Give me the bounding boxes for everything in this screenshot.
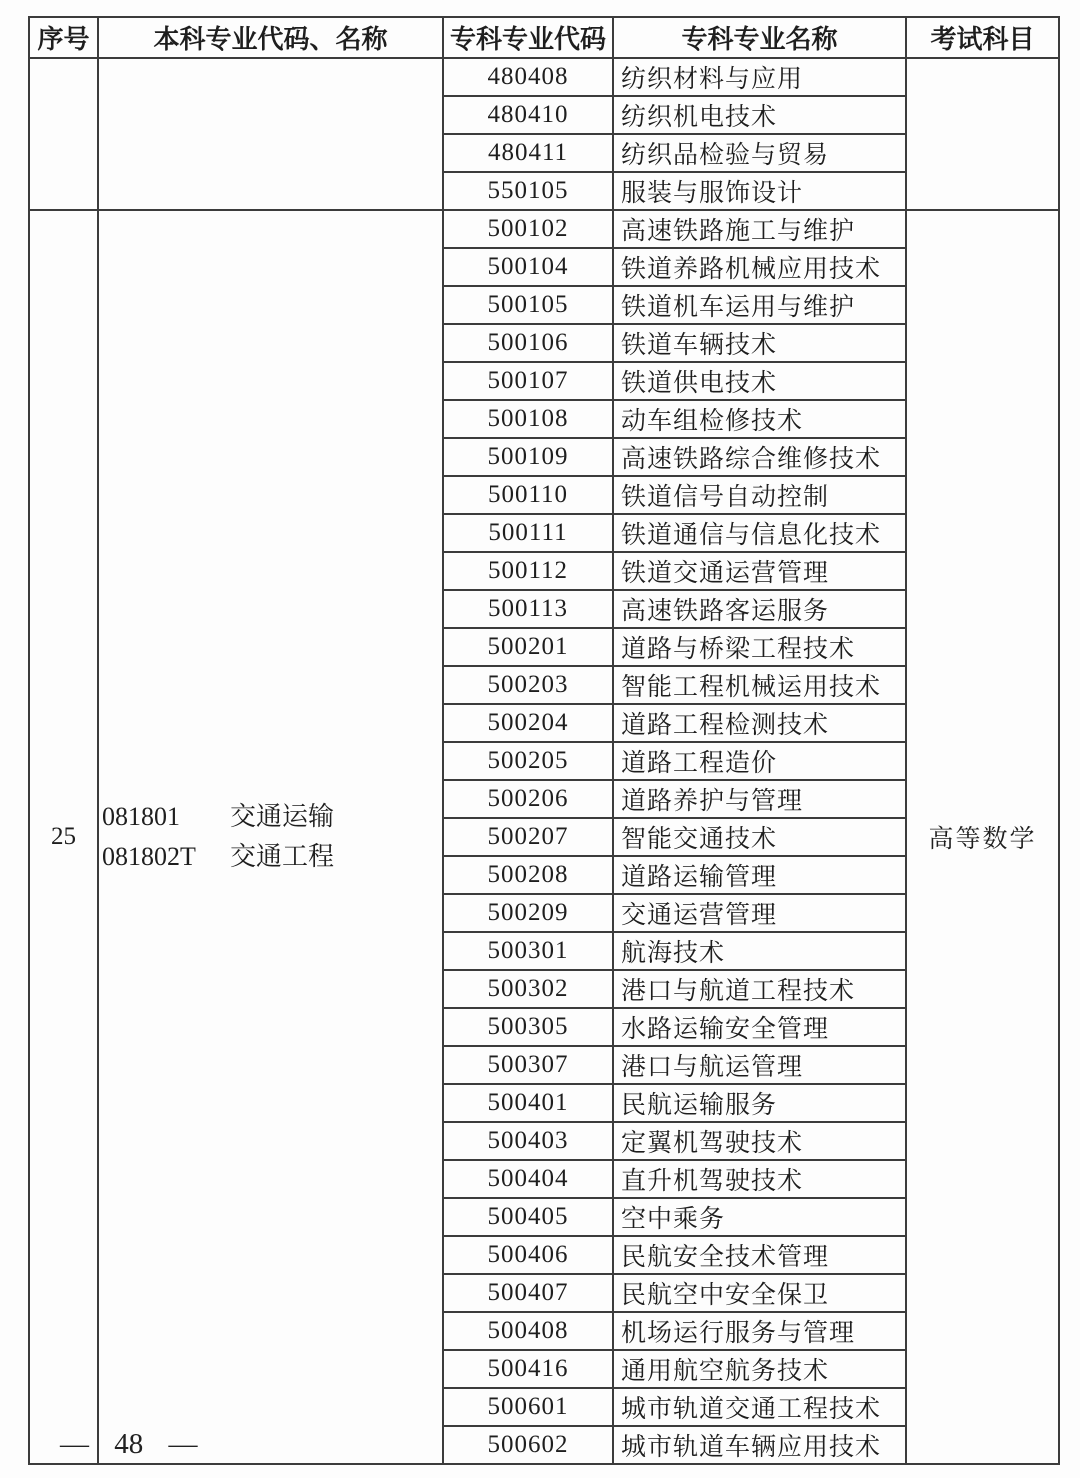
vocational-code-cell: 480410 (443, 96, 613, 134)
vocational-name-cell: 交通运营管理 (613, 894, 906, 932)
vocational-name-cell: 道路与桥梁工程技术 (613, 628, 906, 666)
vocational-name-cell: 水路运输安全管理 (613, 1008, 906, 1046)
column-header-voc-code: 专科专业代码 (443, 17, 613, 58)
vocational-name-cell: 铁道车辆技术 (613, 324, 906, 362)
vocational-name-cell: 服装与服饰设计 (613, 172, 906, 210)
vocational-name-cell: 港口与航运管理 (613, 1046, 906, 1084)
vocational-code-cell: 500206 (443, 780, 613, 818)
vocational-name-cell: 道路运输管理 (613, 856, 906, 894)
vocational-code-cell: 500403 (443, 1122, 613, 1160)
vocational-code-cell: 500112 (443, 552, 613, 590)
exam-subject-cell: 高等数学 (906, 210, 1059, 1464)
vocational-name-cell: 航海技术 (613, 932, 906, 970)
vocational-code-cell: 500404 (443, 1160, 613, 1198)
vocational-name-cell: 纺织材料与应用 (613, 58, 906, 96)
header-row (29, 17, 1059, 58)
undergrad-major-name: 交通运输 (230, 802, 335, 831)
vocational-name-cell: 智能交通技术 (613, 818, 906, 856)
vocational-name-cell: 城市轨道交通工程技术 (613, 1388, 906, 1426)
vocational-code-cell: 500106 (443, 324, 613, 362)
undergrad-major-name: 交通工程 (230, 842, 335, 871)
undergrad-major-code: 081802T (102, 842, 196, 871)
vocational-code-cell: 500102 (443, 210, 613, 248)
undergrad-major-cell (98, 58, 443, 210)
column-header-undergrad: 本科专业代码、名称 (98, 17, 443, 58)
vocational-code-cell: 500208 (443, 856, 613, 894)
table-header (29, 17, 1059, 58)
vocational-code-cell: 500104 (443, 248, 613, 286)
vocational-name-cell: 智能工程机械运用技术 (613, 666, 906, 704)
vocational-name-cell: 民航空中安全保卫 (613, 1274, 906, 1312)
vocational-code-cell: 500406 (443, 1236, 613, 1274)
vocational-code-cell: 480411 (443, 134, 613, 172)
vocational-name-cell: 高速铁路客运服务 (613, 590, 906, 628)
page-number: — 48 — (60, 1428, 198, 1460)
vocational-code-cell: 500203 (443, 666, 613, 704)
table-row (29, 210, 1059, 248)
vocational-code-cell: 500405 (443, 1198, 613, 1236)
vocational-name-cell: 纺织机电技术 (613, 96, 906, 134)
vocational-code-cell: 500204 (443, 704, 613, 742)
vocational-code-cell: 500407 (443, 1274, 613, 1312)
vocational-name-cell: 民航运输服务 (613, 1084, 906, 1122)
vocational-name-cell: 铁道交通运营管理 (613, 552, 906, 590)
vocational-name-cell: 铁道通信与信息化技术 (613, 514, 906, 552)
vocational-code-cell: 500201 (443, 628, 613, 666)
vocational-name-cell: 空中乘务 (613, 1198, 906, 1236)
exam-subject-cell (906, 58, 1059, 210)
column-header-voc-name: 专科专业名称 (613, 17, 906, 58)
undergrad-major-line (102, 837, 442, 877)
vocational-code-cell: 500107 (443, 362, 613, 400)
vocational-code-cell: 500602 (443, 1426, 613, 1464)
vocational-code-cell: 500113 (443, 590, 613, 628)
vocational-code-cell: 500307 (443, 1046, 613, 1084)
vocational-code-cell: 500305 (443, 1008, 613, 1046)
vocational-code-cell: 500401 (443, 1084, 613, 1122)
vocational-name-cell: 道路工程检测技术 (613, 704, 906, 742)
undergrad-major-cell (98, 210, 443, 1464)
vocational-name-cell: 城市轨道车辆应用技术 (613, 1426, 906, 1464)
vocational-code-cell: 500205 (443, 742, 613, 780)
vocational-code-cell: 500110 (443, 476, 613, 514)
table-body (29, 58, 1059, 1464)
majors-table (28, 16, 1060, 1465)
vocational-name-cell: 直升机驾驶技术 (613, 1160, 906, 1198)
vocational-code-cell: 500408 (443, 1312, 613, 1350)
vocational-code-cell: 500302 (443, 970, 613, 1008)
column-header-seq: 序号 (29, 17, 98, 58)
undergrad-major-code: 081801 (102, 802, 180, 831)
vocational-code-cell: 550105 (443, 172, 613, 210)
vocational-code-cell: 500209 (443, 894, 613, 932)
vocational-code-cell: 500601 (443, 1388, 613, 1426)
column-header-exam: 考试科目 (906, 17, 1059, 58)
undergrad-major-line (102, 797, 442, 837)
vocational-name-cell: 机场运行服务与管理 (613, 1312, 906, 1350)
sequence-cell: 25 (29, 210, 98, 1464)
vocational-code-cell: 500105 (443, 286, 613, 324)
vocational-name-cell: 铁道机车运用与维护 (613, 286, 906, 324)
vocational-code-cell: 480408 (443, 58, 613, 96)
vocational-code-cell: 500416 (443, 1350, 613, 1388)
vocational-name-cell: 纺织品检验与贸易 (613, 134, 906, 172)
vocational-name-cell: 铁道养路机械应用技术 (613, 248, 906, 286)
vocational-name-cell: 民航安全技术管理 (613, 1236, 906, 1274)
vocational-name-cell: 动车组检修技术 (613, 400, 906, 438)
vocational-code-cell: 500301 (443, 932, 613, 970)
vocational-code-cell: 500109 (443, 438, 613, 476)
vocational-name-cell: 高速铁路综合维修技术 (613, 438, 906, 476)
vocational-name-cell: 港口与航道工程技术 (613, 970, 906, 1008)
vocational-code-cell: 500207 (443, 818, 613, 856)
vocational-name-cell: 道路养护与管理 (613, 780, 906, 818)
table-row (29, 58, 1059, 96)
vocational-code-cell: 500108 (443, 400, 613, 438)
vocational-name-cell: 定翼机驾驶技术 (613, 1122, 906, 1160)
vocational-name-cell: 道路工程造价 (613, 742, 906, 780)
vocational-name-cell: 通用航空航务技术 (613, 1350, 906, 1388)
vocational-code-cell: 500111 (443, 514, 613, 552)
sequence-cell (29, 58, 98, 210)
vocational-name-cell: 铁道信号自动控制 (613, 476, 906, 514)
vocational-name-cell: 铁道供电技术 (613, 362, 906, 400)
vocational-name-cell: 高速铁路施工与维护 (613, 210, 906, 248)
